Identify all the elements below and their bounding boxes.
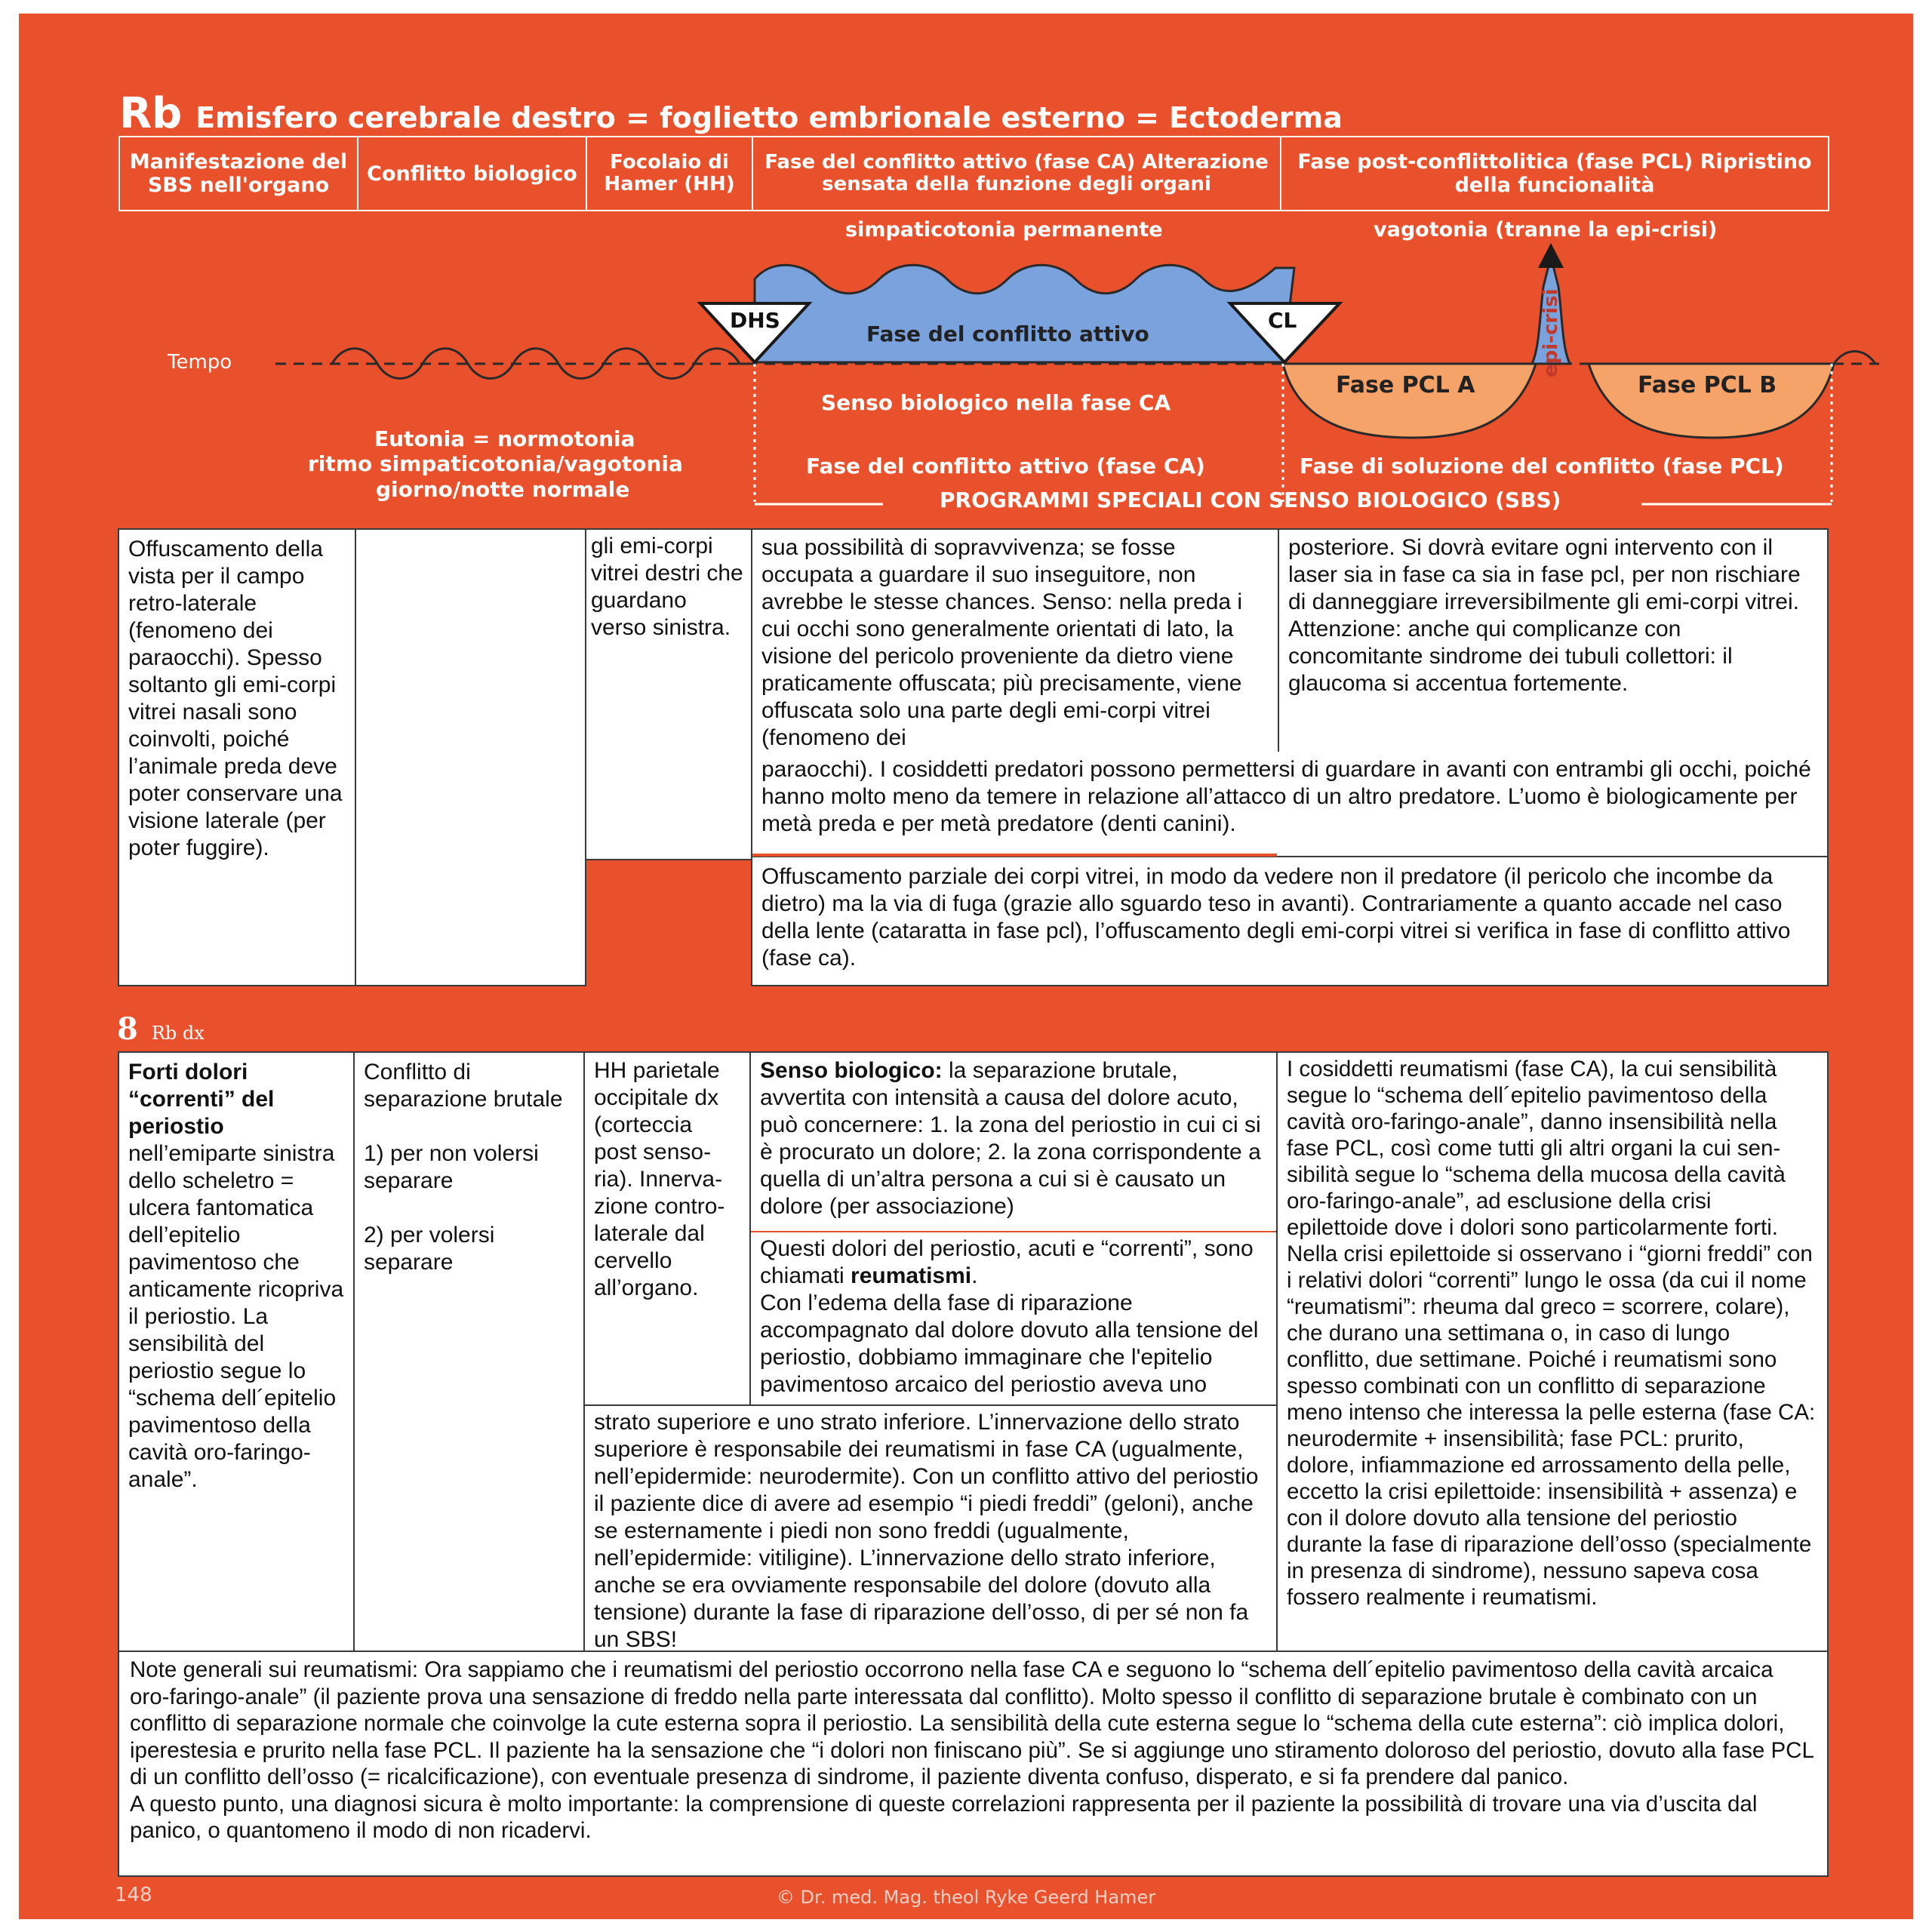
tempo-label: Tempo [168, 351, 232, 374]
dhs-label: DHS [730, 308, 780, 333]
s1-wide-text: paraocchi). I cosiddetti predatori possono permettersi di guardare in avanti con entrambi gli occhi, poiché hanno molto meno da temere in relazione all’attacco di un altro predatore. L’uomo è biologicamente per metà preda e per metà predatore (denti canini). [751, 752, 1829, 857]
s2-senso-bold: Senso biologico: [760, 1058, 943, 1083]
s2-notes [118, 1651, 1829, 1877]
section-number-value: 8 [117, 1011, 138, 1047]
s2-notes-final: A questo punto, una diagnosi sicura è molto importante: la comprensione di queste correlazioni rappresenta per il paziente la possibilità di trovare una via d’uscita dal panico, o quantomeno il modo di non ricadervi. [130, 1791, 1758, 1843]
s2-conflitto-c: 2) per volersi separare [364, 1223, 495, 1275]
s2-senso-rest: la separazione brutale, avvertita con intensità a causa del dolore acuto, può concernere: 1. la zona del periostio in cui ci si è procurato un dolore; 2. la zona corrispondente a quella di un’altra persona a cui si è causato un dolore (per associazione) [760, 1058, 1261, 1219]
s2-fase-pcl: I cosiddetti reumatismi (fase CA), la cui sensibilità segue lo “schema dell´epitelio pavimentoso della cavità oro-faringo-anale”, danno insensibilità nella fase PCL, così come tutti gli altri organi la cui sen-sibilità segue lo “schema della mucosa della cavità oro-faringo-anale”, ad esclusione della crisi epilettoide dove i dolori sono particolarmente forti. Nella crisi epilettoide si osservano i “giorni freddi” con i relativi dolori “correnti” lungo le ossa (da cui il nome “reumatismi”: rheuma dal greco = scorrere, colare), che durano una settimana o, in caso di lungo conflitto, due settimane. Poiché i reumatismi sono spesso combinati con un conflitto di separazione meno intenso che interessa la pelle esterna (fase CA: neurodermite + insensibilità; fase PCL: prurito, dolore, infiammazione ed arrossamento della pelle, eccetto la crisi epilettoide: insensibilità + assenza) e con il dolore dovuto alla tensione del periostio durante la fase di riparazione dell’osso (specialmente in presenza di sindrome), nessuno sapeva cosa fossero realmente i reumatismi. [1276, 1051, 1829, 1652]
s2-notes-main: Note generali sui reumatismi: Ora sappiamo che i reumatismi del periostio occorrono nella fase CA e seguono lo “schema dell´epitelio pavimentoso della cavità arcaica oro-faringo-anale” (il paziente prova una sensazione di freddo nella parte interessata dal conflitto). Molto spesso il conflitto di separazione brutale è combinato con un conflitto di separazione normale che coinvolge la cute esterna sopra il periostio. La sensibilità della cute esterna segue lo “schema della cute esterna”: ciò implica dolori, iperestesia e prurito nella fase PCL. Il paziente ha la sensazione che “i dolori non finiscano più”. Se si aggiunge uno stiramento doloroso del periostio, dovuto alla fase PCL di un conflitto dell’osso (= ricalcificazione), con eventuale presenza di sindrome, il paziente diventa confuso, disperato, e si fa prendere dal panico. [130, 1657, 1814, 1789]
hemisphere-code: Rb [119, 89, 183, 138]
s2-reumatismi-t1: Questi dolori del periostio, acuti e “correnti”, sono chiamati [760, 1236, 1254, 1288]
s2-conflitto-a: Conflitto di separazione brutale [364, 1060, 563, 1112]
s1-bottom-text: Offuscamento parziale dei corpi vitrei, in modo da vedere non il predatore (il pericolo che incombe da dietro) ma la via di fuga (grazie allo sguardo teso in avanti). Contrariamente a quanto accade nel caso della lente (cataratta in fase pcl), l’offuscamento degli emi-corpi vitrei si verifica in fase di conflitto attivo (fase ca). [751, 856, 1829, 986]
section-number [117, 1011, 205, 1047]
s2-manifestazione-rest: nell’emiparte sinistra dello scheletro = ulcera fantomatica dell’epitelio pavimentoso che anticamente ricopriva il periostio. La sensibilità del periostio segue lo “schema dell´epitelio pavimentoso della cavità oro-faringo-anale”. [128, 1141, 344, 1492]
page-number: 148 [115, 1884, 152, 1906]
pcl-a-label: Fase PCL A [1336, 372, 1475, 398]
s2-manifestazione-bold: Forti dolori “correnti” del periostio [128, 1060, 275, 1139]
header-col-focolaio: Focolaio di Hamer (HH) [586, 136, 753, 211]
eutonia-line2: ritmo simpaticotonia/vagotonia [308, 451, 683, 476]
header-col-manifestazione: Manifestazione del SBS nell'organo [118, 136, 358, 211]
normotonia-wave [332, 349, 755, 379]
senso-label: Senso biologico nella fase CA [821, 390, 1171, 415]
epi-crisi-arrowhead [1538, 243, 1564, 268]
s1-fase-pcl-text-a: posteriore. Si dovrà evitare ogni intervento con il laser sia in fase ca sia in fase pcl, per non rischiare di danneggiare irreversibilmente gli emi-corpi vitrei. [1288, 535, 1801, 614]
copyright: © Dr. med. Mag. theol Ryke Geerd Hamer [776, 1887, 1156, 1908]
active-phase-label: Fase del conflitto attivo [866, 321, 1149, 346]
s1-fase-pcl [1278, 528, 1829, 753]
epi-crisi-label: epi-crisi [1540, 288, 1562, 377]
s2-reumatismi-intro [760, 1235, 1267, 1290]
s1-manifestazione: Offuscamento della vista per il campo retro-laterale (fenomeno dei paraocchi). Spesso soltanto gli emi-corpi vitrei nasali sono coinvolti, poiché l’animale preda deve poter conservare una visione laterale (per poter fuggire). [118, 528, 356, 986]
s2-senso [749, 1051, 1278, 1232]
sbs-diagram [0, 0, 1932, 528]
eutonia-line1: Eutonia = normotonia [374, 426, 635, 451]
pcl-b-label: Fase PCL B [1638, 372, 1777, 398]
s2-strato: strato superiore e uno strato inferiore. L’innervazione dello strato superiore è responsabile dei reumatismi in fase CA (ugualmente, nell’epidermide: neurodermite). Con un conflitto attivo del periostio il paziente dice di avere ad esempio “i piedi freddi” (geloni), anche se esternamente i piedi non sono freddi (ugualmente, nell’epidermide: vitiligine). L’innervazione dello strato inferiore, anche se era ovviamente responsabile del dolore (dovuto alla tensione) durante la fase di riparazione dell’osso, di per sé non fa un SBS! [583, 1404, 1278, 1652]
s2-reumatismi [749, 1232, 1278, 1407]
s1-conflitto [355, 528, 586, 986]
title-text: Emisfero cerebrale destro = foglietto embrionale esterno = Ectoderma [195, 101, 1343, 134]
header-col-fase-ca: Fase del conflitto attivo (fase CA) Alterazione sensata della funzione degli organi [752, 136, 1281, 211]
cl-label: CL [1268, 308, 1297, 333]
s1-fase-pcl-text-b: Attenzione: anche qui complicanze con concomitante sindrome dei tubuli collettori: il glaucoma si accentua fortemente. [1288, 617, 1733, 696]
programmi-label: PROGRAMMI SPECIALI CON SENSO BIOLOGICO (SBS) [940, 488, 1561, 512]
s2-reumatismi-bold: reumatismi [851, 1263, 972, 1288]
s2-reumatismi-t2: . [971, 1263, 978, 1288]
s1-fase-ca: sua possibilità di sopravvivenza; se fosse occupata a guardare il suo inseguitore, non avrebbe le stesse chances. Senso: nella preda i cui occhi sono generalmente orientati di lato, la visione del pericolo proveniente da dietro viene praticamente offuscata; più precisamente, viene offuscata solo una parte degli emi-corpi vitrei (fenomeno dei [751, 528, 1279, 755]
s2-manifestazione [118, 1051, 355, 1652]
s2-conflitto [353, 1051, 585, 1652]
header-col-fase-pcl: Fase post-conflittolitica (fase PCL) Ripristino della funcionalità [1280, 136, 1829, 211]
fase-pcl-label: Fase di soluzione del conflitto (fase PCL) [1300, 454, 1784, 478]
normotonia-wave-right [1834, 352, 1875, 365]
s2-conflitto-b: 1) per non volersi separare [364, 1141, 539, 1193]
s2-focolaio: HH parietale occipitale dx (corteccia post senso-ria). Innerva-zione contro-laterale dal cervello all’organo. [583, 1051, 751, 1406]
s2-reumatismi-t3: Con l’edema della fase di riparazione accompagnato dal dolore dovuto alla tensione del periostio, dobbiamo immaginare che l'epitelio pavimentoso arcaico del periostio aveva uno [760, 1291, 1259, 1397]
vagotonia-label: vagotonia (tranne la epi-crisi) [1374, 218, 1718, 242]
header-col-conflitto: Conflitto biologico [357, 136, 587, 211]
eutonia-line3: giorno/notte normale [376, 477, 630, 502]
s1-focolaio: gli emi-corpi vitrei destri che guardano verso sinistra. [585, 528, 752, 860]
s1-red-divider [752, 854, 1277, 857]
fase-ca-label: Fase del conflitto attivo (fase CA) [806, 454, 1205, 478]
section-sub: Rb dx [151, 1023, 205, 1044]
active-phase-area [755, 265, 1294, 362]
simpaticotonia-label: simpaticotonia permanente [845, 218, 1163, 242]
